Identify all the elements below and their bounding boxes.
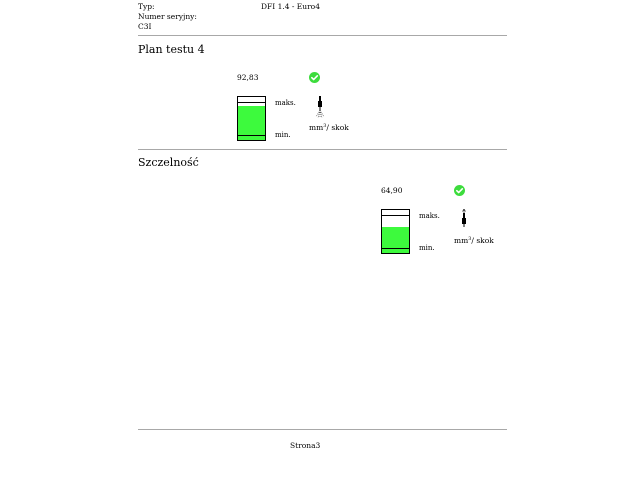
check-ok-icon <box>454 185 465 196</box>
typ-label: Typ: <box>138 2 155 11</box>
footer-divider <box>138 429 507 430</box>
gauge-max-line <box>382 215 409 216</box>
gauge-fill <box>382 227 409 253</box>
level-gauge <box>381 209 410 254</box>
gauge-min-label: min. <box>275 131 291 139</box>
gauge-max-line <box>238 102 265 103</box>
unit-suffix: / skok <box>471 236 494 245</box>
section-title-szczelnosc: Szczelność <box>138 156 199 169</box>
unit-label <box>309 123 349 132</box>
header-divider <box>138 35 507 36</box>
typ-value: DFI 1.4 - Euro4 <box>261 2 320 11</box>
unit-prefix: mm <box>309 123 324 132</box>
gauge-min-line <box>238 135 265 136</box>
unit-exponent: 3 <box>468 236 472 242</box>
gauge-max-label: maks. <box>275 99 296 107</box>
gauge-min-label: min. <box>419 244 435 252</box>
unit-label <box>454 236 494 245</box>
section-title-plan-testu: Plan testu 4 <box>138 43 205 56</box>
section-divider <box>138 149 507 150</box>
unit-prefix: mm <box>454 236 469 245</box>
check-ok-icon <box>309 72 320 83</box>
serial-label: Numer seryjny: <box>138 12 197 21</box>
unit-suffix: / skok <box>326 123 349 132</box>
gauge-max-label: maks. <box>419 212 440 220</box>
unit-exponent: 3 <box>323 123 327 129</box>
injector-nozzle-icon <box>314 96 326 120</box>
level-gauge <box>237 96 266 141</box>
injector-nozzle-icon <box>458 209 470 233</box>
gauge-min-line <box>382 248 409 249</box>
measured-value: 92,83 <box>237 73 259 82</box>
measured-value: 64,90 <box>381 186 403 195</box>
serial-value: C3I <box>138 22 152 31</box>
page-number: Strona3 <box>290 441 321 450</box>
